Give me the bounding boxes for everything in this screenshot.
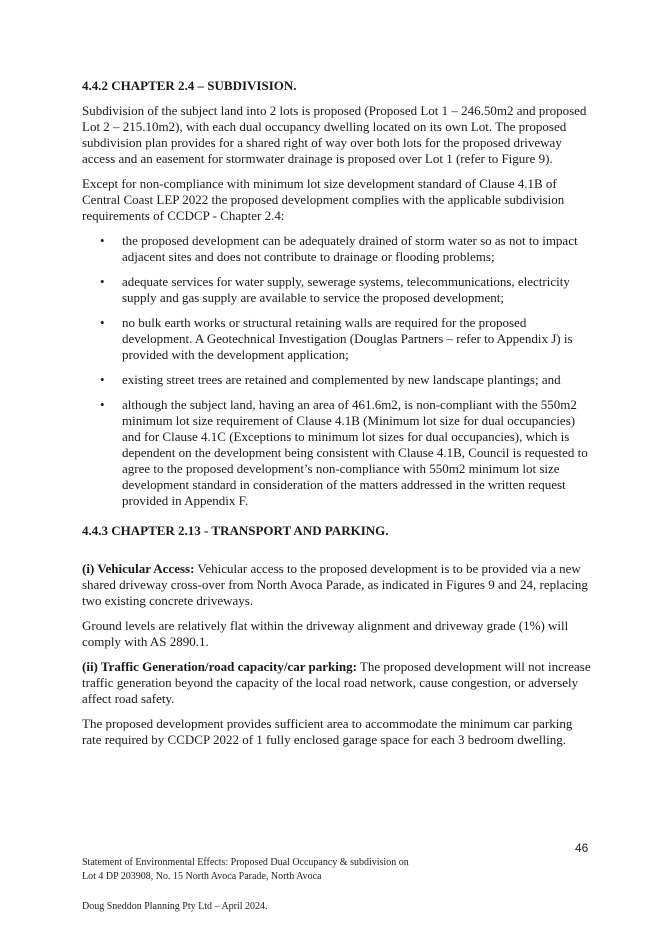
vehicular-access-text: Vehicular access to the proposed development is to be provided via a new shared driveway cross-over from North Avoca Parade, as indicated in Figures 9 and 24, replacing two existing concrete driveways. — [82, 561, 588, 608]
traffic-generation-text: The proposed development will not increase traffic generation beyond the capacity of the local road network, cause congestion, or adversely affect road safety. — [82, 659, 591, 706]
footer-company: Doug Sneddon Planning Pty Ltd – April 2024. — [82, 901, 268, 912]
list-item — [82, 315, 592, 363]
vehicular-access-paragraph — [82, 561, 592, 609]
list-item — [82, 233, 592, 265]
bullet-icon: • — [100, 372, 105, 387]
bullet-icon: • — [100, 315, 105, 330]
car-parking-paragraph: The proposed development provides sufficient area to accommodate the minimum car parking rate required by CCDCP 2022 of 1 fully enclosed garage space for each 3 bedroom dwelling. — [82, 716, 573, 747]
page-content — [82, 78, 592, 757]
list-item — [82, 397, 592, 509]
list-item — [82, 372, 592, 388]
bullet-text: adequate services for water supply, sewerage systems, telecommunications, electricity supply and gas supply are available to service the proposed development; — [122, 274, 570, 305]
bullet-text: the proposed development can be adequately drained of storm water so as not to impact adjacent sites and does not contribute to drainage or flooding problems; — [122, 233, 578, 264]
ground-levels-paragraph: Ground levels are relatively flat within the driveway alignment and driveway grade (1%) will comply with AS 2890.1. — [82, 618, 569, 649]
bullet-text: although the subject land, having an area of 461.6m2, is non-compliant with the 550m2 minimum lot size requirement of Clause 4.1B (Minimum lot size for dual occupancies) and for Clause 4.1C (Exceptions to minimum lot sizes for dual occupancies), which is dependent on the development being consistent with Clause 4.1B, Council is requested to agree to the proposed development’s non-compliance with 550m2 minimum lot size development standard in consideration of the matters addressed in the written request provided in Appendix F. — [122, 397, 588, 508]
traffic-generation-paragraph — [82, 659, 592, 707]
traffic-generation-label: (ii) Traffic Generation/road capacity/car parking: — [82, 659, 357, 674]
page-number: 46 — [575, 841, 589, 855]
section-heading-subdivision: 4.4.2 CHAPTER 2.4 – SUBDIVISION. — [82, 78, 297, 93]
bullet-icon: • — [100, 274, 105, 289]
bullet-icon: • — [100, 233, 105, 248]
bullet-icon: • — [100, 397, 105, 412]
subdivision-paragraph-2: Except for non-compliance with minimum lot size development standard of Clause 4.1B of Central Coast LEP 2022 the proposed development complies with the applicable subdivision requirements of CCDCP - Chapter 2.4: — [82, 176, 565, 223]
page-footer — [82, 856, 562, 914]
subdivision-bullet-list — [82, 233, 592, 509]
footer-line-2: Lot 4 DP 203908, No. 15 North Avoca Parade, North Avoca — [82, 871, 322, 882]
bullet-text: existing street trees are retained and complemented by new landscape plantings; and — [122, 372, 561, 387]
subdivision-paragraph-1: Subdivision of the subject land into 2 lots is proposed (Proposed Lot 1 – 246.50m2 and proposed Lot 2 – 215.10m2), with each dual occupancy dwelling located on its own Lot. The proposed subdivision plan provides for a shared right of way over both lots for the proposed driveway access and an easement for stormwater drainage is proposed over Lot 1 (refer to Figure 9). — [82, 103, 587, 166]
list-item — [82, 274, 592, 306]
vehicular-access-label: (i) Vehicular Access: — [82, 561, 195, 576]
section-heading-transport: 4.4.3 CHAPTER 2.13 - TRANSPORT AND PARKING. — [82, 523, 389, 538]
bullet-text: no bulk earth works or structural retaining walls are required for the proposed development. A Geotechnical Investigation (Douglas Partners – refer to Appendix J) is provided with the development application; — [122, 315, 573, 362]
footer-line-1: Statement of Environmental Effects: Proposed Dual Occupancy & subdivision on — [82, 857, 409, 868]
